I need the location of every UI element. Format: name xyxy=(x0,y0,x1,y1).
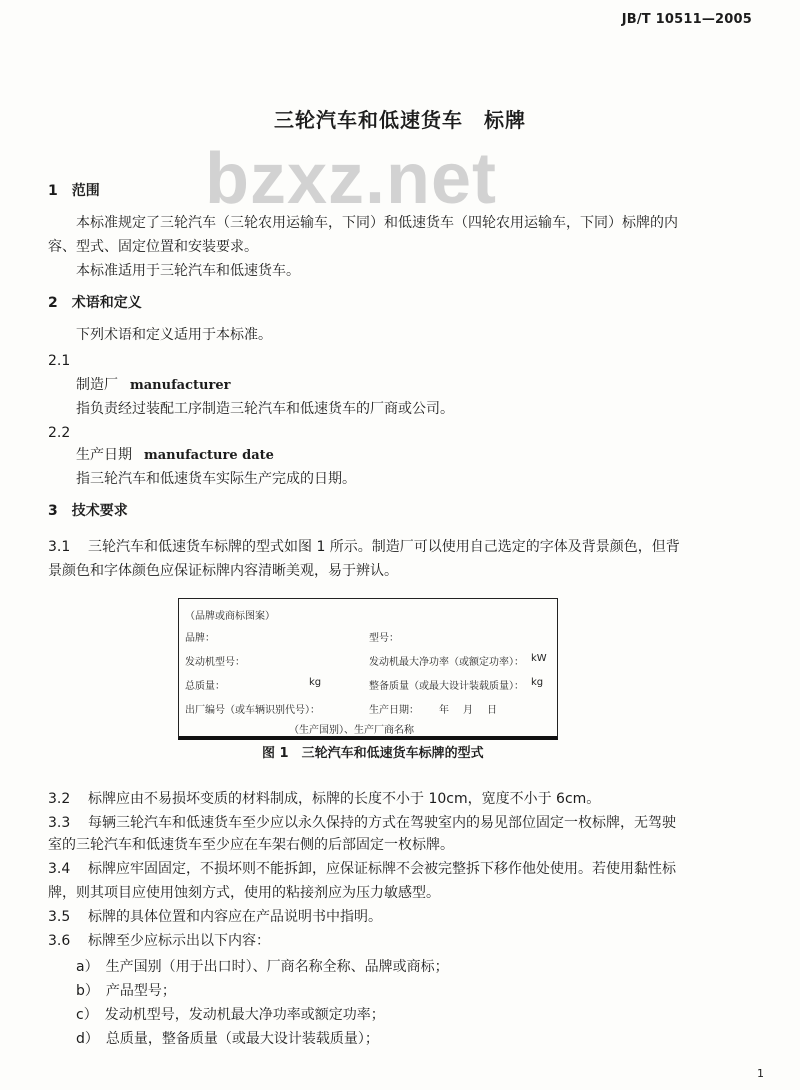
fig-total-mass-unit: kg xyxy=(309,677,322,688)
fig-curb-mass: 整备质量（或最大设计装载质量）： xyxy=(369,681,524,692)
page-number: 1 xyxy=(757,1067,764,1080)
s1-paragraph-2: 本标准适用于三轮汽车和低速货车。 xyxy=(76,263,300,279)
clause-3-1-number: 3.1 xyxy=(48,539,71,555)
s2-paragraph-1: 下列术语和定义适用于本标准。 xyxy=(76,327,272,343)
list-item-b: b） 产品型号； xyxy=(76,983,176,999)
section-1-heading: 1 范围 xyxy=(48,183,100,199)
standard-code: JB/T 10511—2005 xyxy=(621,12,752,27)
s1-paragraph-1a: 本标准规定了三轮汽车（三轮农用运输车，下同）和低速货车（四轮农用运输车，下同）标牌的内 xyxy=(76,215,678,231)
clause-3-2-number: 3.2 xyxy=(48,791,71,807)
fig-engine-power-unit: kW xyxy=(531,653,547,664)
clause-3-1-text-b: 景颜色和字体颜色应保证标牌内容清晰美观，易于辨认。 xyxy=(48,563,398,579)
clause-3-3-number: 3.3 xyxy=(48,815,71,831)
term-2-1-definition: 指负责经过装配工序制造三轮汽车和低速货车的厂商或公司。 xyxy=(76,401,454,417)
section-3-heading: 3 技术要求 xyxy=(48,503,128,519)
fig-model-label: 型号： xyxy=(369,633,399,644)
clause-3-5 xyxy=(48,908,382,926)
clause-3-4-number: 3.4 xyxy=(48,861,71,877)
clause-3-4-text-b: 牌，则其项目应使用蚀刻方式，使用的粘接剂应为压力敏感型。 xyxy=(48,885,440,901)
fig-date-label: 生产日期： xyxy=(369,705,419,716)
fig-producer: （生产国别）、生产厂商名称 xyxy=(289,725,414,736)
term-2-2-en: manufacture date xyxy=(144,448,274,463)
figure-1-caption: 图 1 三轮汽车和低速货车标牌的型式 xyxy=(262,746,484,761)
clause-3-6 xyxy=(48,932,270,950)
clause-3-5-number: 3.5 xyxy=(48,909,71,925)
term-2-1-en: manufacturer xyxy=(130,378,231,393)
clause-3-6-text: 标牌至少应标示出以下内容： xyxy=(88,933,270,949)
section-2-heading: 2 术语和定义 xyxy=(48,295,142,311)
watermark: bzxz.net xyxy=(205,139,498,219)
clause-3-2 xyxy=(48,790,600,808)
fig-curb-mass-unit: kg xyxy=(531,677,544,688)
list-item-c: c） 发动机型号，发动机最大净功率或额定功率； xyxy=(76,1007,385,1023)
fig-month: 月 xyxy=(463,705,473,716)
term-2-1-zh: 制造厂 xyxy=(76,377,118,393)
term-2-2-zh: 生产日期 xyxy=(76,447,132,463)
term-2-2-definition: 指三轮汽车和低速货车实际生产完成的日期。 xyxy=(76,471,356,487)
list-item-d: d） 总质量，整备质量（或最大设计装载质量）； xyxy=(76,1031,379,1047)
s1-paragraph-1b: 容、型式、固定位置和安装要求。 xyxy=(48,239,258,255)
term-2-2-number: 2.2 xyxy=(48,425,71,441)
fig-total-mass: 总质量： xyxy=(185,681,225,692)
fig-day: 日 xyxy=(487,705,497,716)
clause-3-3-text-b: 室的三轮汽车和低速货车至少应在车架右侧的后部固定一枚标牌。 xyxy=(48,837,454,853)
fig-brand-label: 品牌： xyxy=(185,633,215,644)
clause-3-1 xyxy=(48,538,680,556)
term-2-1 xyxy=(76,376,230,395)
list-item-a: a） 生产国别（用于出口时）、厂商名称全称、品牌或商标； xyxy=(76,959,449,975)
clause-3-4-text-a: 标牌应牢固固定，不损坏则不能拆卸，应保证标牌不会被完整拆下移作他处使用。若使用黏性标 xyxy=(88,861,676,877)
clause-3-5-text: 标牌的具体位置和内容应在产品说明书中指明。 xyxy=(88,909,382,925)
document-title: 三轮汽车和低速货车 标牌 xyxy=(274,108,526,132)
fig-year: 年 xyxy=(439,705,449,716)
clause-3-2-text: 标牌应由不易损坏变质的材料制成，标牌的长度不小于 10cm，宽度不小于 6cm。 xyxy=(88,791,601,807)
clause-3-3-text-a: 每辆三轮汽车和低速货车至少应以永久保持的方式在驾驶室内的易见部位固定一枚标牌，无驾驶 xyxy=(88,815,676,831)
fig-engine-power: 发动机最大净功率（或额定功率）： xyxy=(369,657,524,668)
term-2-2 xyxy=(76,446,274,465)
fig-brand-pattern: （品牌或商标图案） xyxy=(185,611,275,622)
clause-3-1-text-a: 三轮汽车和低速货车标牌的型式如图 1 所示。制造厂可以使用自己选定的字体及背景颜色，但背 xyxy=(88,539,680,555)
fig-engine-model: 发动机型号： xyxy=(185,657,245,668)
fig-vin: 出厂编号（或车辆识别代号）： xyxy=(185,705,320,716)
term-2-1-number: 2.1 xyxy=(48,353,71,369)
nameplate-figure xyxy=(178,598,558,740)
clause-3-3 xyxy=(48,814,676,832)
clause-3-4 xyxy=(48,860,676,878)
clause-3-6-number: 3.6 xyxy=(48,933,71,949)
